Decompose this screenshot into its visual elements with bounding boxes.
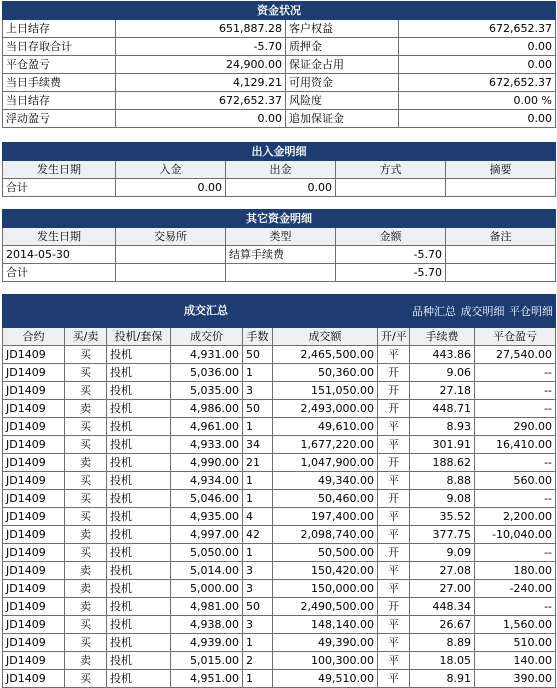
trade-open-close: 开 — [378, 400, 410, 418]
trade-row — [3, 598, 556, 616]
trade-side: 买 — [65, 436, 107, 454]
funds-table — [2, 1, 556, 128]
trade-price: 4,961.00 — [171, 418, 243, 436]
trade-amount: 49,390.00 — [273, 634, 378, 652]
trade-price: 5,000.00 — [171, 580, 243, 598]
trade-contract: JD1409 — [3, 526, 65, 544]
trades-column-header: 成交价 — [171, 328, 243, 346]
trade-side: 买 — [65, 508, 107, 526]
trades-header-row — [3, 328, 556, 346]
trade-row — [3, 346, 556, 364]
trade-open-close: 平 — [378, 634, 410, 652]
deposit-total-method — [336, 179, 446, 197]
trade-close-pnl: -10,040.00 — [475, 526, 556, 544]
trade-close-pnl: -- — [475, 544, 556, 562]
trade-hedge: 投机 — [107, 634, 171, 652]
trade-lots: 1 — [243, 418, 273, 436]
trade-close-pnl: -- — [475, 364, 556, 382]
trade-lots: 3 — [243, 616, 273, 634]
trade-close-pnl: 140.00 — [475, 652, 556, 670]
trade-open-close: 开 — [378, 382, 410, 400]
trade-side: 卖 — [65, 526, 107, 544]
trade-contract: JD1409 — [3, 598, 65, 616]
trade-side: 买 — [65, 382, 107, 400]
trade-side: 买 — [65, 634, 107, 652]
trade-lots: 42 — [243, 526, 273, 544]
trade-open-close: 平 — [378, 526, 410, 544]
other-header-row — [3, 228, 556, 246]
trade-lots: 3 — [243, 562, 273, 580]
trade-close-pnl: 290.00 — [475, 418, 556, 436]
trade-side: 卖 — [65, 652, 107, 670]
other-total-type — [226, 264, 336, 282]
trade-price: 4,997.00 — [171, 526, 243, 544]
trade-price: 5,035.00 — [171, 382, 243, 400]
trade-contract: JD1409 — [3, 418, 65, 436]
trade-lots: 50 — [243, 346, 273, 364]
trade-amount: 151,050.00 — [273, 382, 378, 400]
deposit-total-note — [446, 179, 556, 197]
funds-label: 浮动盈亏 — [3, 110, 116, 128]
other-type: 结算手续费 — [226, 246, 336, 264]
link-variety-summary[interactable]: 品种汇总 — [412, 304, 457, 318]
trade-fee: 9.09 — [410, 544, 475, 562]
trade-price: 5,036.00 — [171, 364, 243, 382]
funds-label: 平仓盈亏 — [3, 56, 116, 74]
funds-label: 风险度 — [286, 92, 399, 110]
trade-contract: JD1409 — [3, 382, 65, 400]
funds-label: 当日存取合计 — [3, 38, 116, 56]
trade-contract: JD1409 — [3, 508, 65, 526]
other-column-header: 类型 — [226, 228, 336, 246]
trade-lots: 2 — [243, 652, 273, 670]
trade-hedge: 投机 — [107, 382, 171, 400]
trade-price: 5,050.00 — [171, 544, 243, 562]
trade-fee: 8.89 — [410, 634, 475, 652]
other-column-header: 备注 — [446, 228, 556, 246]
deposit-column-header: 方式 — [336, 161, 446, 179]
other-total-label: 合计 — [3, 264, 116, 282]
funds-value: 24,900.00 — [116, 56, 286, 74]
trade-side: 卖 — [65, 580, 107, 598]
funds-value: 672,652.37 — [116, 92, 286, 110]
trade-row — [3, 418, 556, 436]
funds-label: 当日手续费 — [3, 74, 116, 92]
other-total-amount: -5.70 — [336, 264, 446, 282]
trade-open-close: 开 — [378, 364, 410, 382]
deposit-column-header: 出金 — [226, 161, 336, 179]
trade-row — [3, 652, 556, 670]
trade-contract: JD1409 — [3, 400, 65, 418]
other-note — [446, 246, 556, 264]
trade-open-close: 平 — [378, 346, 410, 364]
deposit-header-row — [3, 161, 556, 179]
trade-side: 买 — [65, 544, 107, 562]
trade-contract: JD1409 — [3, 490, 65, 508]
funds-value: 0.00 — [399, 110, 556, 128]
other-column-header: 金额 — [336, 228, 446, 246]
trade-open-close: 平 — [378, 580, 410, 598]
trade-fee: 448.71 — [410, 400, 475, 418]
trade-price: 4,986.00 — [171, 400, 243, 418]
trade-lots: 1 — [243, 364, 273, 382]
trade-price: 4,935.00 — [171, 508, 243, 526]
trade-price: 4,931.00 — [171, 346, 243, 364]
trade-lots: 1 — [243, 472, 273, 490]
funds-row — [3, 110, 556, 128]
trade-contract: JD1409 — [3, 346, 65, 364]
other-total-row — [3, 264, 556, 282]
trade-hedge: 投机 — [107, 562, 171, 580]
trade-amount: 150,000.00 — [273, 580, 378, 598]
trade-close-pnl: 180.00 — [475, 562, 556, 580]
funds-title: 资金状况 — [3, 2, 556, 20]
trade-fee: 377.75 — [410, 526, 475, 544]
trades-column-header: 手续费 — [410, 328, 475, 346]
trade-fee: 27.18 — [410, 382, 475, 400]
trade-hedge: 投机 — [107, 652, 171, 670]
trade-row — [3, 544, 556, 562]
funds-label: 追加保证金 — [286, 110, 399, 128]
trade-amount: 49,510.00 — [273, 670, 378, 688]
trade-row — [3, 580, 556, 598]
other-amount: -5.70 — [336, 246, 446, 264]
trade-fee: 8.93 — [410, 418, 475, 436]
trade-price: 5,046.00 — [171, 490, 243, 508]
trade-hedge: 投机 — [107, 490, 171, 508]
trade-side: 卖 — [65, 562, 107, 580]
trade-side: 卖 — [65, 598, 107, 616]
other-table — [2, 209, 556, 282]
funds-label: 客户权益 — [286, 20, 399, 38]
trades-column-header: 手数 — [243, 328, 273, 346]
trade-lots: 1 — [243, 490, 273, 508]
trade-close-pnl: -- — [475, 598, 556, 616]
trade-price: 4,938.00 — [171, 616, 243, 634]
trades-column-header: 投机/套保 — [107, 328, 171, 346]
trade-lots: 50 — [243, 400, 273, 418]
trade-lots: 4 — [243, 508, 273, 526]
trade-fee: 27.08 — [410, 562, 475, 580]
other-row — [3, 246, 556, 264]
deposit-column-header: 发生日期 — [3, 161, 116, 179]
trade-side: 卖 — [65, 454, 107, 472]
trade-hedge: 投机 — [107, 580, 171, 598]
trade-lots: 1 — [243, 670, 273, 688]
deposit-column-header: 入金 — [116, 161, 226, 179]
trade-price: 4,933.00 — [171, 436, 243, 454]
trade-close-pnl: -- — [475, 454, 556, 472]
trade-hedge: 投机 — [107, 526, 171, 544]
trade-amount: 49,340.00 — [273, 472, 378, 490]
trade-close-pnl: -240.00 — [475, 580, 556, 598]
trade-lots: 34 — [243, 436, 273, 454]
trade-fee: 35.52 — [410, 508, 475, 526]
trade-contract: JD1409 — [3, 544, 65, 562]
trade-amount: 1,047,900.00 — [273, 454, 378, 472]
trade-open-close: 平 — [378, 418, 410, 436]
trade-hedge: 投机 — [107, 364, 171, 382]
funds-value: 672,652.37 — [399, 20, 556, 38]
funds-value: 4,129.21 — [116, 74, 286, 92]
funds-label: 保证金占用 — [286, 56, 399, 74]
trade-fee: 8.88 — [410, 472, 475, 490]
deposit-total-out: 0.00 — [226, 179, 336, 197]
trade-side: 买 — [65, 472, 107, 490]
trade-open-close: 平 — [378, 652, 410, 670]
trade-row — [3, 454, 556, 472]
trade-contract: JD1409 — [3, 454, 65, 472]
deposit-title: 出入金明细 — [3, 143, 556, 161]
other-title: 其它资金明细 — [3, 210, 556, 228]
funds-row — [3, 38, 556, 56]
trade-close-pnl: 510.00 — [475, 634, 556, 652]
deposit-total-label: 合计 — [3, 179, 116, 197]
trade-close-pnl: 390.00 — [475, 670, 556, 688]
trade-open-close: 开 — [378, 454, 410, 472]
trade-hedge: 投机 — [107, 346, 171, 364]
trade-hedge: 投机 — [107, 454, 171, 472]
trade-amount: 2,490,500.00 — [273, 598, 378, 616]
trade-row — [3, 472, 556, 490]
trade-amount: 150,420.00 — [273, 562, 378, 580]
trade-row — [3, 382, 556, 400]
trade-price: 4,990.00 — [171, 454, 243, 472]
deposit-table — [2, 142, 556, 197]
trade-side: 卖 — [65, 400, 107, 418]
trades-title: 成交汇总 — [3, 295, 410, 328]
trade-close-pnl: -- — [475, 382, 556, 400]
trade-lots: 1 — [243, 544, 273, 562]
trade-open-close: 平 — [378, 562, 410, 580]
trade-row — [3, 670, 556, 688]
funds-value: 651,887.28 — [116, 20, 286, 38]
trades-column-header: 开/平 — [378, 328, 410, 346]
trade-fee: 9.08 — [410, 490, 475, 508]
funds-row — [3, 74, 556, 92]
trade-amount: 2,493,000.00 — [273, 400, 378, 418]
trade-contract: JD1409 — [3, 616, 65, 634]
trade-lots: 3 — [243, 382, 273, 400]
trade-price: 5,015.00 — [171, 652, 243, 670]
trade-fee: 301.91 — [410, 436, 475, 454]
trade-hedge: 投机 — [107, 436, 171, 454]
link-close-detail[interactable]: 平仓明细 — [509, 304, 554, 318]
funds-label: 质押金 — [286, 38, 399, 56]
trade-contract: JD1409 — [3, 472, 65, 490]
trade-amount: 50,500.00 — [273, 544, 378, 562]
funds-value: 672,652.37 — [399, 74, 556, 92]
trade-side: 买 — [65, 616, 107, 634]
other-column-header: 交易所 — [116, 228, 226, 246]
funds-value: 0.00 — [116, 110, 286, 128]
funds-value: 0.00 — [399, 38, 556, 56]
funds-value: 0.00 % — [399, 92, 556, 110]
trade-contract: JD1409 — [3, 436, 65, 454]
trades-table — [2, 294, 556, 688]
deposit-total-in: 0.00 — [116, 179, 226, 197]
trade-amount: 50,460.00 — [273, 490, 378, 508]
trade-open-close: 平 — [378, 436, 410, 454]
trade-row — [3, 562, 556, 580]
trade-amount: 1,677,220.00 — [273, 436, 378, 454]
trade-hedge: 投机 — [107, 616, 171, 634]
trade-fee: 448.34 — [410, 598, 475, 616]
funds-row — [3, 92, 556, 110]
trade-contract: JD1409 — [3, 652, 65, 670]
trade-price: 4,934.00 — [171, 472, 243, 490]
trade-row — [3, 508, 556, 526]
trade-close-pnl: 16,410.00 — [475, 436, 556, 454]
trade-side: 买 — [65, 364, 107, 382]
trade-row — [3, 526, 556, 544]
trade-close-pnl: 2,200.00 — [475, 508, 556, 526]
trade-row — [3, 616, 556, 634]
trades-column-header: 成交额 — [273, 328, 378, 346]
trade-close-pnl: 27,540.00 — [475, 346, 556, 364]
link-trade-detail[interactable]: 成交明细 — [460, 304, 505, 318]
funds-label: 可用资金 — [286, 74, 399, 92]
trade-open-close: 平 — [378, 508, 410, 526]
trade-price: 4,939.00 — [171, 634, 243, 652]
trade-open-close: 开 — [378, 598, 410, 616]
trade-row — [3, 634, 556, 652]
funds-row — [3, 56, 556, 74]
trade-hedge: 投机 — [107, 544, 171, 562]
trade-close-pnl: -- — [475, 490, 556, 508]
trade-hedge: 投机 — [107, 400, 171, 418]
other-total-exchange — [116, 264, 226, 282]
trade-contract: JD1409 — [3, 670, 65, 688]
trade-open-close: 平 — [378, 472, 410, 490]
trade-price: 4,951.00 — [171, 670, 243, 688]
trade-close-pnl: 1,560.00 — [475, 616, 556, 634]
trade-open-close: 开 — [378, 490, 410, 508]
funds-label: 当日结存 — [3, 92, 116, 110]
other-total-note — [446, 264, 556, 282]
other-date: 2014-05-30 — [3, 246, 116, 264]
trade-fee: 443.86 — [410, 346, 475, 364]
funds-value: -5.70 — [116, 38, 286, 56]
trade-price: 5,014.00 — [171, 562, 243, 580]
trade-fee: 27.00 — [410, 580, 475, 598]
trade-fee: 9.06 — [410, 364, 475, 382]
deposit-column-header: 摘要 — [446, 161, 556, 179]
trade-hedge: 投机 — [107, 598, 171, 616]
trade-hedge: 投机 — [107, 670, 171, 688]
trade-row — [3, 490, 556, 508]
trade-row — [3, 364, 556, 382]
trade-row — [3, 436, 556, 454]
trade-hedge: 投机 — [107, 508, 171, 526]
trade-contract: JD1409 — [3, 364, 65, 382]
trade-fee: 188.62 — [410, 454, 475, 472]
trade-fee: 8.91 — [410, 670, 475, 688]
trade-lots: 3 — [243, 580, 273, 598]
trade-lots: 1 — [243, 634, 273, 652]
trade-amount: 2,098,740.00 — [273, 526, 378, 544]
trades-column-header: 买/卖 — [65, 328, 107, 346]
trade-fee: 26.67 — [410, 616, 475, 634]
trades-column-header: 合约 — [3, 328, 65, 346]
trade-row — [3, 400, 556, 418]
trade-side: 买 — [65, 418, 107, 436]
trade-side: 买 — [65, 346, 107, 364]
trade-hedge: 投机 — [107, 418, 171, 436]
other-column-header: 发生日期 — [3, 228, 116, 246]
trade-amount: 197,400.00 — [273, 508, 378, 526]
funds-label: 上日结存 — [3, 20, 116, 38]
trade-hedge: 投机 — [107, 472, 171, 490]
trades-links — [410, 295, 556, 328]
trade-amount: 100,300.00 — [273, 652, 378, 670]
trade-open-close: 平 — [378, 616, 410, 634]
trade-contract: JD1409 — [3, 562, 65, 580]
other-exchange — [116, 246, 226, 264]
trade-contract: JD1409 — [3, 634, 65, 652]
trade-close-pnl: 560.00 — [475, 472, 556, 490]
trade-amount: 2,465,500.00 — [273, 346, 378, 364]
funds-value: 0.00 — [399, 56, 556, 74]
trade-side: 买 — [65, 670, 107, 688]
trade-amount: 148,140.00 — [273, 616, 378, 634]
trade-fee: 18.05 — [410, 652, 475, 670]
trade-open-close: 平 — [378, 670, 410, 688]
trade-lots: 21 — [243, 454, 273, 472]
funds-row — [3, 20, 556, 38]
trade-side: 买 — [65, 490, 107, 508]
trade-lots: 50 — [243, 598, 273, 616]
trade-amount: 50,360.00 — [273, 364, 378, 382]
trade-close-pnl: -- — [475, 400, 556, 418]
trade-contract: JD1409 — [3, 580, 65, 598]
deposit-total-row — [3, 179, 556, 197]
trade-price: 4,981.00 — [171, 598, 243, 616]
trade-amount: 49,610.00 — [273, 418, 378, 436]
trade-open-close: 开 — [378, 544, 410, 562]
trades-column-header: 平仓盈亏 — [475, 328, 556, 346]
